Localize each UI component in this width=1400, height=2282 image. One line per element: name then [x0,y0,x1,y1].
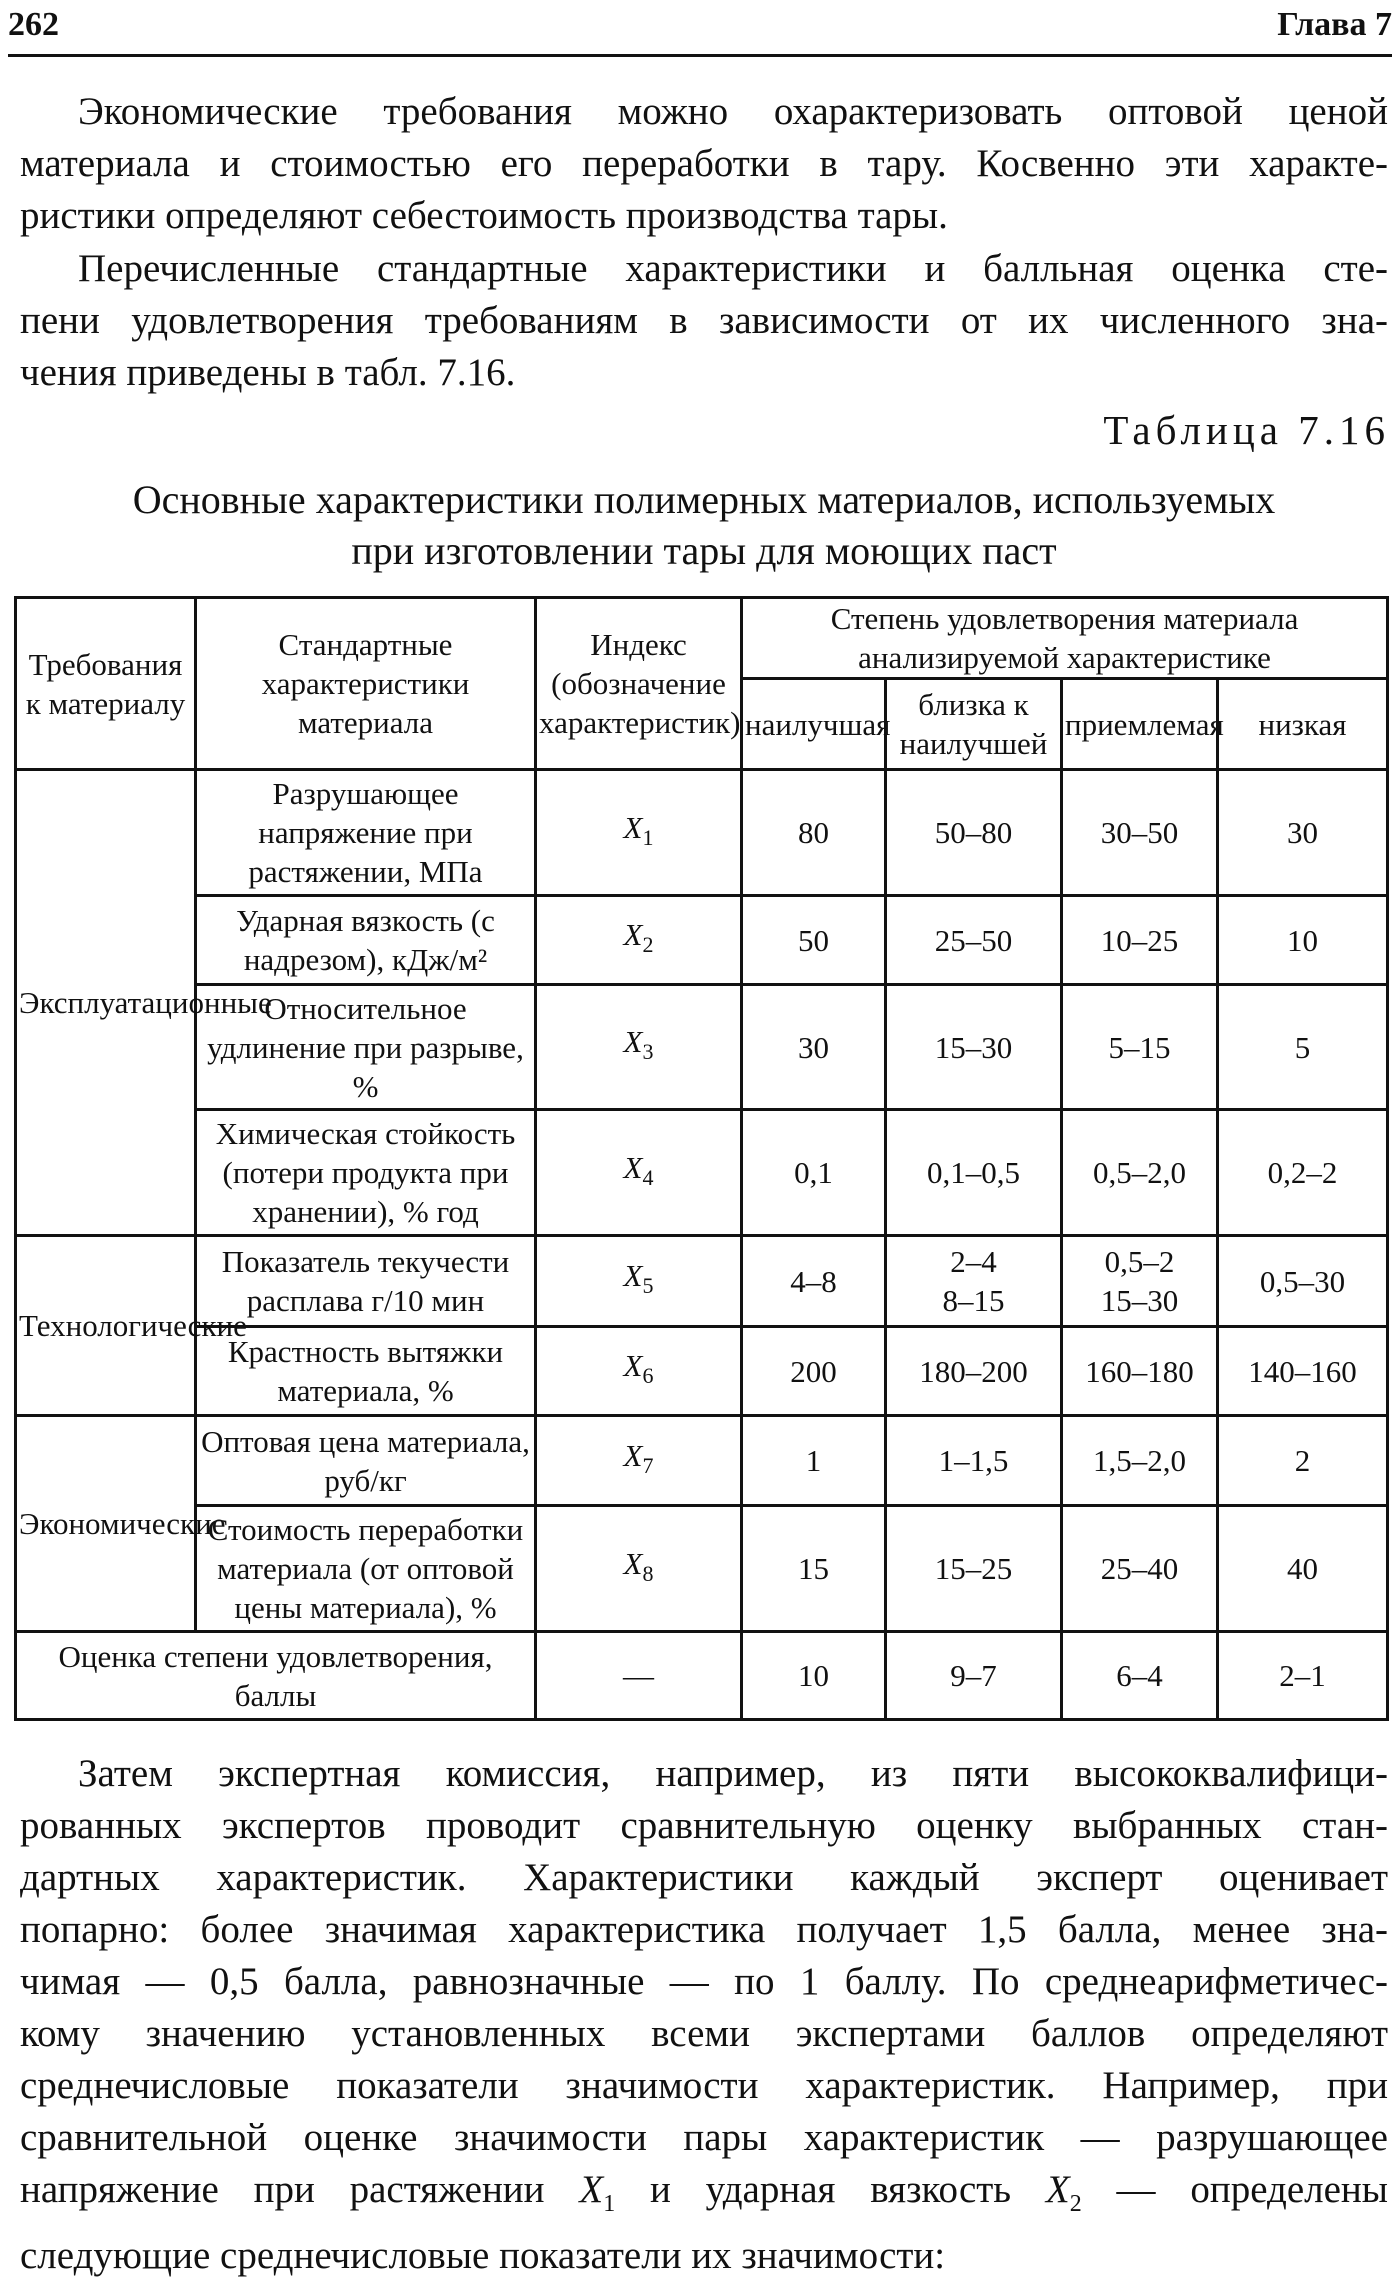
text-line: пени удовлетворения требованиям в зависимости от их численного зна- [20,299,1388,342]
value-close: 2–4 8–15 [886,1236,1062,1327]
table-row [16,1506,1388,1632]
table-row [16,1110,1388,1236]
score-low: 2–1 [1218,1632,1388,1720]
header-best: наилучшая [742,679,886,770]
value-close: 0,1–0,5 [886,1110,1062,1236]
score-row [16,1632,1388,1720]
value-best: 200 [742,1327,886,1416]
text-line: сравнительной оценке значимости пары характеристик — разрушающее [20,2116,1388,2159]
header-index: Индекс (обозначение характеристик) [536,598,742,770]
value-best: 30 [742,985,886,1110]
value-low: 2 [1218,1416,1388,1506]
index-cell: $X_5$ [536,1236,742,1327]
value-close: 50–80 [886,770,1062,896]
table-title-line: при изготовлении тары для моющих паст [351,528,1057,573]
running-header [8,4,1392,57]
header-degree: Степень удовлетворения материала анализируемой характеристике [742,598,1388,679]
value-best: 4–8 [742,1236,886,1327]
value-acceptable: 1,5–2,0 [1062,1416,1218,1506]
text-line: чения приведены в табл. 7.16. [20,351,516,394]
text-line: попарно: более значимая характеристика получает 1,5 балла, менее зна- [20,1908,1388,1951]
table-row [16,1416,1388,1506]
value-low: 0,2–2 [1218,1110,1388,1236]
value-acceptable: 10–25 [1062,896,1218,985]
text-line: Затем экспертная комиссия, например, из пяти высококвалифици- [78,1752,1388,1795]
paragraph-1 [20,86,1388,242]
score-acceptable: 6–4 [1062,1632,1218,1720]
value-best: 80 [742,770,886,896]
table-title-line: Основные характеристики полимерных материалов, используемых [132,477,1276,522]
text-line: рованных экспертов проводит сравнительную оценку выбранных стан- [20,1804,1388,1847]
header-close: близка к наилучшей [886,679,1062,770]
characteristic-name: Относительное удлинение при разрыве, % [196,985,536,1110]
group-operational: Эксплуатационные [16,770,196,1236]
characteristics-table [14,596,1389,1721]
table-row [16,770,1388,896]
score-index: — [536,1632,742,1720]
text-line: следующие среднечисловые показатели их значимости: [20,2233,946,2277]
header-low: низкая [1218,679,1388,770]
value-best: 50 [742,896,886,985]
group-economic: Экономические [16,1416,196,1632]
chapter-title: Глава 7 [1277,6,1392,43]
text-line: дартных характеристик. Характеристики каждый эксперт оценивает [20,1856,1388,1899]
value-acceptable: 5–15 [1062,985,1218,1110]
table-row [16,1236,1388,1327]
index-cell: $X_1$ [536,770,742,896]
value-acceptable: 25–40 [1062,1506,1218,1632]
text-line: кому значению установленных всеми экспертами баллов определяют [20,2012,1388,2055]
text-line: ристики определяют себестоимость производства тары. [20,194,948,237]
value-acceptable: 0,5–2 15–30 [1062,1236,1218,1327]
text-line: Экономические требования можно охарактеризовать оптовой ценой [78,90,1388,133]
characteristic-name: Крастность вытяжки материала, % [196,1327,536,1416]
value-best: 0,1 [742,1110,886,1236]
header-requirements: Требования к материалу [16,598,196,770]
index-cell: $X_8$ [536,1506,742,1632]
text-line: Перечисленные стандартные характеристики и балльная оценка сте- [78,247,1388,290]
index-cell: $X_4$ [536,1110,742,1236]
characteristic-name: Химическая стойкость (потери продукта при хранении), % год [196,1110,536,1236]
math-x2: $X_2$ [1045,2168,1082,2217]
page-number: 262 [8,6,59,43]
value-low: 10 [1218,896,1388,985]
characteristic-name: Оптовая цена материала, руб/кг [196,1416,536,1506]
characteristic-name: Стоимость переработки материала (от оптовой цены материала), % [196,1506,536,1632]
header-standard-characteristics: Стандартные характеристики материала [196,598,536,770]
value-best: 1 [742,1416,886,1506]
characteristic-name: Показатель текучести расплава г/10 мин [196,1236,536,1327]
index-cell: $X_7$ [536,1416,742,1506]
value-best: 15 [742,1506,886,1632]
value-close: 15–30 [886,985,1062,1110]
value-close: 25–50 [886,896,1062,985]
math-x1: $X_1$ [579,2168,616,2217]
value-close: 15–25 [886,1506,1062,1632]
text-line: среднечисловые показатели значимости характеристик. Например, при [20,2064,1388,2107]
text-line: материала и стоимостью его переработки в тару. Косвенно эти характе- [20,142,1388,185]
paragraph-2 [20,243,1388,399]
value-close: 1–1,5 [886,1416,1062,1506]
index-cell: $X_2$ [536,896,742,985]
score-best: 10 [742,1632,886,1720]
index-cell: $X_3$ [536,985,742,1110]
table-caption: Таблица 7.16 [1103,407,1390,453]
text-line: напряжение при растяжении $X_1$ и ударная вязкость $X_2$ — определены [20,2168,1388,2217]
value-low: 40 [1218,1506,1388,1632]
characteristic-name: Разрушающее напряжение при растяжении, МПа [196,770,536,896]
value-low: 5 [1218,985,1388,1110]
table-row [16,896,1388,985]
characteristic-name: Ударная вязкость (с надрезом), кДж/м² [196,896,536,985]
value-low: 140–160 [1218,1327,1388,1416]
value-acceptable: 160–180 [1062,1327,1218,1416]
value-low: 0,5–30 [1218,1236,1388,1327]
value-close: 180–200 [886,1327,1062,1416]
value-acceptable: 30–50 [1062,770,1218,896]
group-technological: Технологические [16,1236,196,1416]
value-acceptable: 0,5–2,0 [1062,1110,1218,1236]
paragraph-3 [20,1748,1388,2282]
table-title [20,474,1388,576]
score-label: Оценка степени удовлетворения, баллы [16,1632,536,1720]
text-line: чимая — 0,5 балла, равнозначные — по 1 баллу. По среднеарифметичес- [20,1960,1388,2003]
value-low: 30 [1218,770,1388,896]
header-acceptable: приемлемая [1062,679,1218,770]
score-close: 9–7 [886,1632,1062,1720]
index-cell: $X_6$ [536,1327,742,1416]
